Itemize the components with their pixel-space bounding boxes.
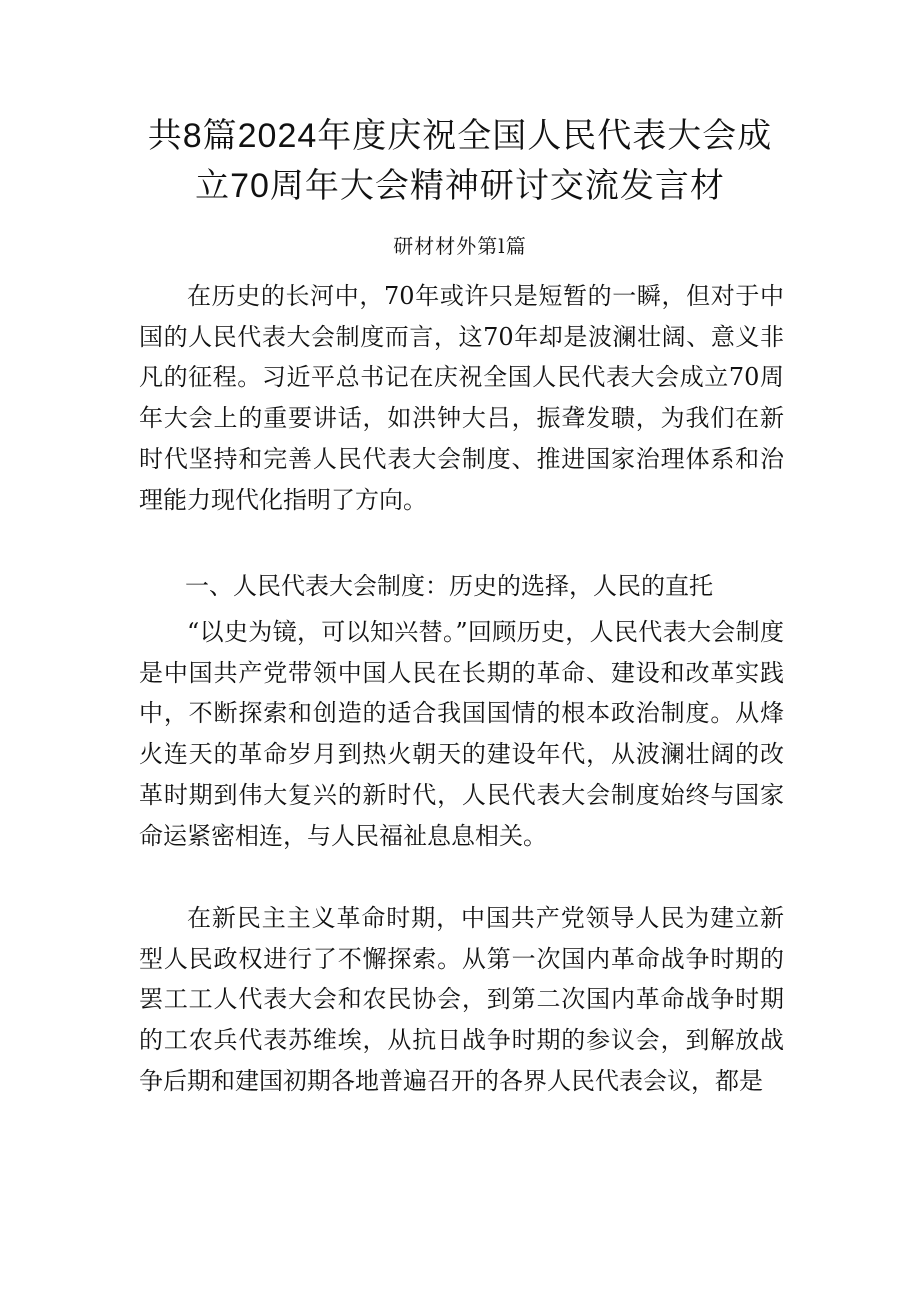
paragraph-new-democratic-revolution: 在新民主主义革命时期，中国共产党领导人民为建立新型人民政权进行了不懈探索。从第一次国内革命战争时期的罢工工人代表大会和农民协会，到第二次国内革命战争时期的工农兵代表苏维埃，从抗日战争时期的参议会，到解放战争后期和建国初期各地普遍召开的各界人民代表会议，都是 [139, 904, 784, 1095]
document-subtitle: 研材材外第l篇 [393, 234, 527, 258]
paragraph-history: “以史为镜，可以知兴替。”回顾历史，人民代表大会制度是中国共产党带领中国人民在长期的革命、建设和改革实践中，不断探索和创造的适合我国国情的根本政治制度。从烽火连天的革命岁月到热火朝天的建设年代，从波澜壮阔的改革时期到伟大复兴的新时代，人民代表大会制度始终与国家命运紧密相连，与人民福祉息息相关。 [139, 618, 784, 850]
paragraph-intro: 在历史的长河中，70年或许只是短暂的一瞬，但对于中国的人民代表大会制度而言，这70年却是波澜壮阔、意义非凡的征程。习近平总书记在庆祝全国人民代表大会成立70周年大会上的重要讲话，如洪钟大吕，振聋发聩，为我们在新时代坚持和完善人民代表大会制度、推进国家治理体系和治理能力现代化指明了方向。 [139, 282, 784, 514]
document-title-line-2: 立70周年大会精神研讨交流发言材 [195, 167, 725, 205]
section-heading-1: 一、人民代表大会制度：历史的选择，人民的直托 [185, 573, 713, 600]
document-title-line-1: 共8篇2024年度庆祝全国人民代表大会成 [147, 117, 773, 155]
